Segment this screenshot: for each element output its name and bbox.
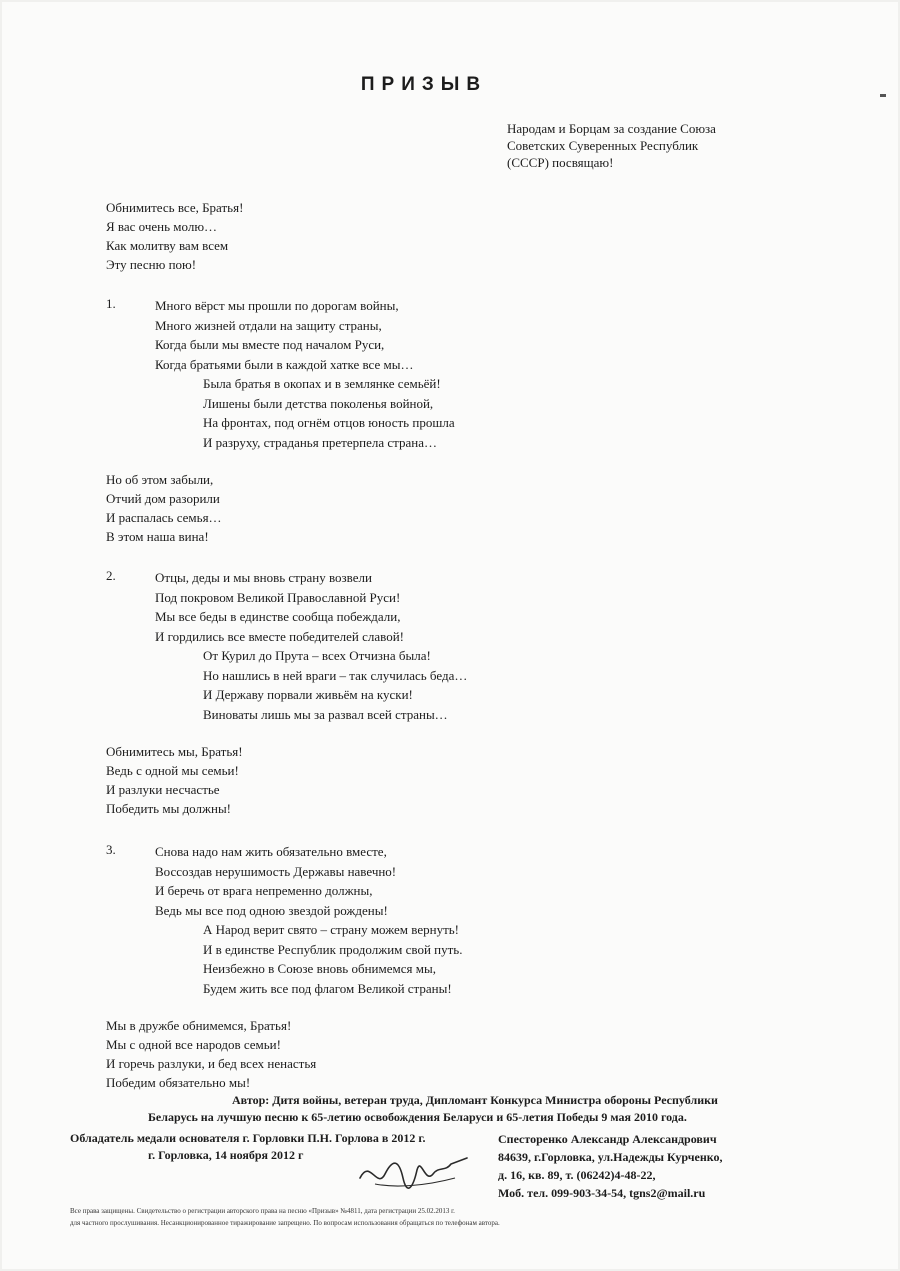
finale-line: Победим обязательно мы! [106,1075,251,1090]
verse-line: И Державу порвали живьём на куски! [203,687,413,702]
chorus-line: Но об этом забыли, [106,472,214,487]
contact-line: Спесторенко Александр Александрович [498,1132,717,1146]
verse-3-number: 3. [106,842,116,857]
chorus-2 [106,742,243,818]
chorus-line: Отчий дом разорили [106,491,220,506]
intro-stanza [106,198,243,274]
copyright-footer [70,1205,850,1229]
chorus-line: И распалась семья… [106,510,222,525]
intro-line: Как молитву вам всем [106,238,229,253]
verse-line: На фронтах, под огнём отцов юность прошла [203,415,455,430]
dedication-line: Советских Суверенных Республик [507,138,699,153]
verse-3 [155,842,462,998]
scan-mark [880,94,886,97]
chorus-1 [106,470,222,546]
footer-line: для частного прослушивания. Несанкционированное тиражирование запрещено. По вопросам использования обращаться по телефонам автора. [70,1219,500,1227]
verse-line: От Курил до Прута – всех Отчизна была! [203,648,431,663]
finale-stanza [106,1016,316,1092]
verse-line: Под покровом Великой Православной Руси! [155,589,401,605]
finale-line: Мы с одной все народов семьи! [106,1037,281,1052]
dedication [507,120,837,171]
verse-line: Когда братьями были в каждой хатке все мы… [155,356,414,372]
verse-line: Ведь мы все под одною звездой рождены! [155,902,388,918]
finale-line: Мы в дружбе обнимемся, Братья! [106,1018,292,1033]
verse-line: Много жизней отдали на защиту страны, [155,317,382,333]
intro-line: Обнимитесь все, Братья! [106,200,244,215]
dedication-line: Народам и Борцам за создание Союза [507,121,716,136]
verse-line: Мы все беды в единстве сообща побеждали, [155,609,401,624]
verse-line: Но нашлись в ней враги – так случилась беда… [203,667,468,683]
verse-line: И гордились все вместе победителей славой! [155,628,405,644]
contact-line: д. 16, кв. 89, т. (06242)4-48-22, [498,1168,656,1182]
chorus-line: И разлуки несчастье [106,782,220,797]
author-line: Автор: Дитя войны, ветеран труда, Дипломант Конкурса Министра обороны Республики [232,1093,718,1107]
author-line: Обладатель медали основателя г. Горловки П.Н. Горлова в 2012 г. [70,1131,426,1145]
verse-line: Снова надо нам жить обязательно вместе, [155,844,387,859]
verse-line: Была братья в окопах и в землянке семьёй! [203,376,441,391]
chorus-line: Ведь с одной мы семьи! [106,763,239,778]
verse-line: Воссоздав нерушимость Державы навечно! [155,863,397,879]
contact-block [498,1130,723,1202]
verse-2-number: 2. [106,568,116,583]
page-title: ПРИЗЫВ [360,74,488,95]
intro-line: Эту песню пою! [106,257,197,272]
contact-line: Моб. тел. 099-903-34-54, tgns2@mail.ru [498,1186,706,1200]
verse-line: Когда были мы вместе под началом Руси, [155,337,385,352]
author-line: Беларусь на лучшую песню к 65-летию освобождения Беларуси и 65-летия Победы 9 мая 2010 года. [148,1110,687,1124]
dedication-line: (СССР) посвящаю! [507,155,614,170]
verse-2 [155,568,467,724]
verse-1-number: 1. [106,296,116,311]
chorus-line: Победить мы должны! [106,801,232,816]
verse-line: И беречь от врага непременно должны, [155,883,373,898]
verse-line: А Народ верит свято – страну можем вернуть! [203,922,460,937]
handwritten-signature [355,1148,475,1203]
footer-line: Все права защищены. Свидетельство о регистрации авторского права на песню «Призыв» №4811, дата регистрации 25.02.2013 г. [70,1207,455,1215]
verse-line: Виноваты лишь мы за развал всей страны… [203,706,448,722]
verse-line: Много вёрст мы прошли по дорогам войны, [155,298,399,313]
finale-line: И горечь разлуки, и бед всех ненастья [106,1056,317,1071]
author-line: г. Горловка, 14 ноября 2012 г [148,1148,304,1162]
verse-line: Отцы, деды и мы вновь страну возвели [155,570,372,585]
verse-line: Лишены были детства поколенья войной, [203,395,434,411]
chorus-line: Обнимитесь мы, Братья! [106,744,243,759]
contact-line: 84639, г.Горловка, ул.Надежды Курченко, [498,1150,723,1164]
intro-line: Я вас очень молю… [106,219,218,234]
verse-1 [155,296,455,452]
verse-line: Неизбежно в Союзе вновь обнимемся мы, [203,961,436,976]
verse-line: Будем жить все под флагом Великой страны! [203,980,452,996]
verse-line: И в единстве Республик продолжим свой путь. [203,941,463,957]
chorus-line: В этом наша вина! [106,529,209,544]
verse-line: И разруху, страданья претерпела страна… [203,434,437,450]
